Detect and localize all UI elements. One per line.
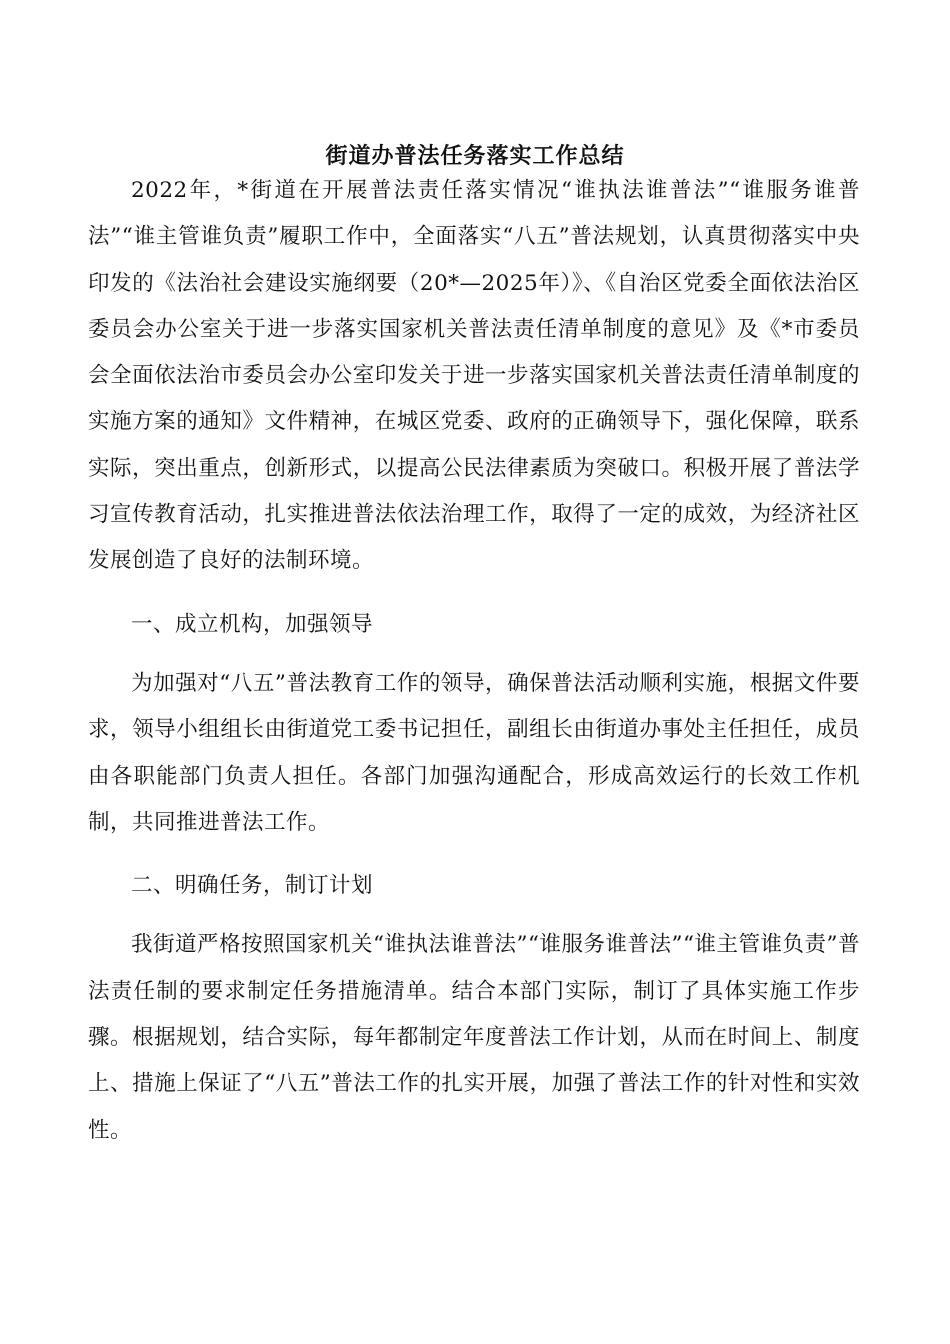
document-body [88, 168, 860, 1154]
paragraph-intro: 2022年，*街道在开展普法责任落实情况“谁执法谁普法”“谁服务谁普法”“谁主管谁负责”履职工作中，全面落实“八五”普法规划，认真贯彻落实中央印发的《法治社会建设实施纲要（20*—2025年）》、《自治区党委全面依法治区委员会办公室关于进一步落实国家机关普法责任清单制度的意见》及《*市委员会全面依法治市委员会办公室印发关于进一步落实国家机关普法责任清单制度的实施方案的通知》文件精神，在城区党委、政府的正确领导下，强化保障，联系实际，突出重点，创新形式，以提高公民法律素质为突破口。积极开展了普法学习宣传教育活动，扎实推进普法依法治理工作，取得了一定的成效，为经济社区发展创造了良好的法制环境。 [88, 178, 860, 574]
paragraph-section-1: 为加强对“八五”普法教育工作的领导，确保普法活动顺利实施，根据文件要求，领导小组组长由街道党工委书记担任，副组长由街道办事处主任担任，成员由各职能部门负责人担任。各部门加强沟通配合，形成高效运行的长效工作机制，共同推进普法工作。 [88, 670, 860, 835]
document-title: 街道办普法任务落实工作总结 [325, 143, 625, 169]
section-heading-2: 二、明确任务，制订计划 [131, 873, 374, 899]
section-heading-1: 一、成立机构，加强领导 [131, 611, 374, 637]
paragraph-section-2: 我街道严格按照国家机关“谁执法谁普法”“谁服务谁普法”“谁主管谁负责”普法责任制的要求制定任务措施清单。结合本部门实际，制订了具体实施工作步骤。根据规划，结合实际，每年都制定年度普法工作计划，从而在时间上、制度上、措施上保证了“八五”普法工作的扎实开展，加强了普法工作的针对性和实效性。 [88, 932, 860, 1143]
